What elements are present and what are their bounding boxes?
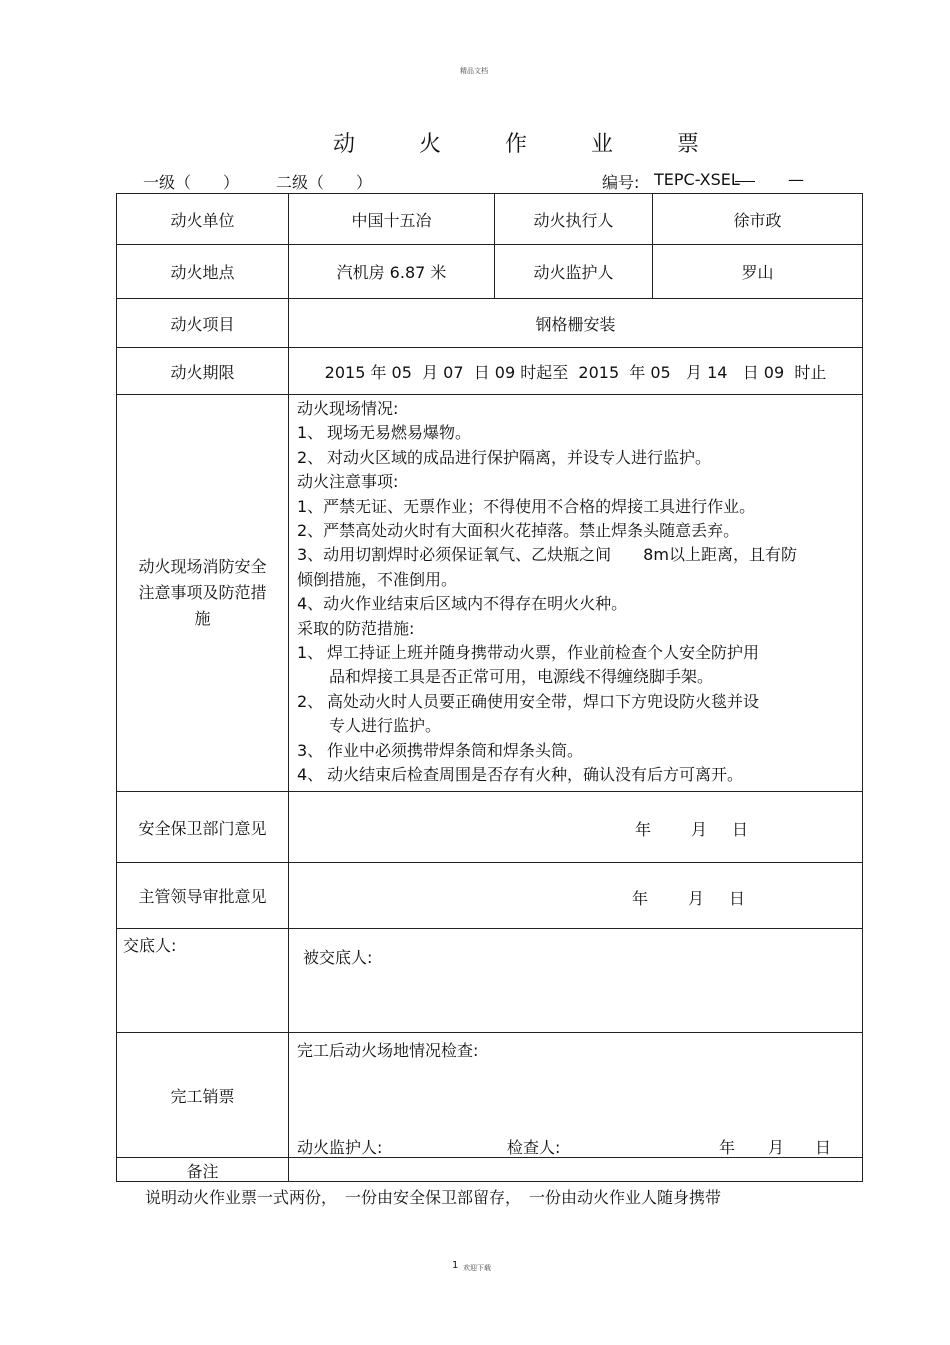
measures-line: 动火注意事项: bbox=[297, 472, 399, 492]
remarks-label: 备注 bbox=[117, 1158, 289, 1182]
remarks-value bbox=[289, 1158, 863, 1182]
leader-row bbox=[117, 863, 863, 929]
serial-suffix: — bbox=[788, 170, 804, 189]
project-value: 钢格栅安装 bbox=[289, 299, 863, 348]
handover-label: 交底人: bbox=[117, 929, 289, 1033]
completion-row bbox=[117, 1033, 863, 1158]
project-row bbox=[117, 299, 863, 348]
completion-check: 完工后动火场地情况检查: bbox=[297, 1041, 479, 1060]
security-month: 月 bbox=[691, 820, 708, 839]
unit-value: 中国十五冶 bbox=[289, 194, 495, 245]
measures-line: 采取的防范措施: bbox=[297, 618, 415, 638]
level2-label: 二级（ ） bbox=[276, 173, 373, 192]
page-text: 欢迎下载 bbox=[463, 1264, 491, 1272]
hot-work-permit-table bbox=[116, 193, 863, 1182]
period-label: 动火期限 bbox=[117, 348, 289, 395]
handover-row bbox=[117, 929, 863, 1033]
measures-line: 4、动火作业结束后区域内不得存在明火火种。 bbox=[297, 594, 628, 614]
completion-guardian: 动火监护人: bbox=[297, 1138, 383, 1157]
measures-label-line: 动火现场消防安全 bbox=[138, 557, 267, 576]
footer-note: 说明动火作业票一式两份， 一份由安全保卫部留存， 一份由动火作业人随身携带 bbox=[145, 1188, 722, 1207]
leader-opinion bbox=[289, 863, 863, 929]
location-value: 汽机房 6.87 米 bbox=[289, 245, 495, 299]
location-label: 动火地点 bbox=[117, 245, 289, 299]
measures-line: 品和焊接工具是否正常可用，电源线不得缠绕脚手架。 bbox=[329, 667, 714, 687]
level1-label: 一级（ ） bbox=[143, 173, 240, 192]
title-char: 作 bbox=[505, 132, 528, 157]
measures-label bbox=[117, 395, 289, 792]
serial-value: TEPC-XSEL bbox=[654, 170, 740, 189]
period-row bbox=[117, 348, 863, 395]
header-tag: 精品文档 bbox=[460, 67, 488, 75]
completion-year: 年 bbox=[719, 1138, 736, 1157]
measures-line: 专人进行监护。 bbox=[329, 716, 442, 736]
measures-line: 4、 动火结束后检查周围是否存有火种，确认没有后方可离开。 bbox=[297, 765, 744, 785]
serial-strike bbox=[735, 181, 755, 182]
leader-day: 日 bbox=[729, 888, 746, 908]
leader-year: 年 bbox=[632, 888, 649, 908]
leader-label: 主管领导审批意见 bbox=[117, 863, 289, 929]
measures-line: 2、严禁高处动火时有大面积火花掉落。禁止焊条头随意丢弃。 bbox=[297, 521, 740, 541]
measures-content bbox=[289, 395, 863, 792]
measures-line: 动火现场情况: bbox=[297, 399, 399, 418]
guardian-label: 动火监护人 bbox=[495, 245, 653, 299]
period-value: 2015 年 05 月 07 日 09 时起至 2015 年 05 月 14 日 09 时止 bbox=[289, 348, 863, 395]
security-row bbox=[117, 792, 863, 863]
serial-label: 编号: bbox=[602, 173, 640, 192]
measures-row bbox=[117, 395, 863, 792]
measures-line: 1、严禁无证、无票作业；不得使用不合格的焊接工具进行作业。 bbox=[297, 496, 756, 516]
title-char: 动 bbox=[333, 132, 356, 157]
completion-content bbox=[289, 1033, 863, 1158]
measures-label-line: 施 bbox=[194, 609, 211, 628]
document-title bbox=[333, 127, 699, 158]
measures-line: 3、动用切割焊时必须保证氧气、乙炔瓶之间 8m以上距离，且有防 bbox=[297, 545, 797, 565]
title-char: 票 bbox=[677, 132, 700, 157]
executor-value: 徐市政 bbox=[653, 194, 863, 245]
measures-line: 倾倒措施，不准倒用。 bbox=[297, 569, 458, 589]
project-label: 动火项目 bbox=[117, 299, 289, 348]
completion-inspector: 检查人: bbox=[507, 1138, 561, 1157]
title-char: 业 bbox=[591, 132, 614, 157]
measures-line: 2、 对动火区域的成品进行保护隔离，并设专人进行监护。 bbox=[297, 447, 712, 467]
receiver-label: 被交底人: bbox=[289, 929, 863, 1033]
security-day: 日 bbox=[732, 820, 749, 839]
security-opinion bbox=[289, 792, 863, 863]
location-row bbox=[117, 245, 863, 299]
completion-day: 日 bbox=[815, 1138, 832, 1157]
unit-row bbox=[117, 194, 863, 245]
measures-line: 1、 焊工持证上班并随身携带动火票，作业前检查个人安全防护用 bbox=[297, 643, 760, 663]
measures-line: 1、 现场无易燃易爆物。 bbox=[297, 423, 472, 443]
executor-label: 动火执行人 bbox=[495, 194, 653, 245]
completion-label: 完工销票 bbox=[117, 1033, 289, 1158]
remarks-row bbox=[117, 1158, 863, 1182]
measures-label-line: 注意事项及防范措 bbox=[138, 583, 267, 602]
page-number: 1 bbox=[452, 1260, 459, 1271]
leader-month: 月 bbox=[688, 888, 705, 908]
guardian-value: 罗山 bbox=[653, 245, 863, 299]
measures-line: 2、 高处动火时人员要正确使用安全带，焊口下方兜设防火毯并设 bbox=[297, 691, 760, 711]
title-char: 火 bbox=[419, 132, 442, 157]
security-label: 安全保卫部门意见 bbox=[117, 792, 289, 863]
security-year: 年 bbox=[635, 820, 652, 839]
unit-label: 动火单位 bbox=[117, 194, 289, 245]
measures-line: 3、 作业中必须携带焊条筒和焊条头筒。 bbox=[297, 740, 584, 760]
completion-month: 月 bbox=[768, 1138, 785, 1157]
